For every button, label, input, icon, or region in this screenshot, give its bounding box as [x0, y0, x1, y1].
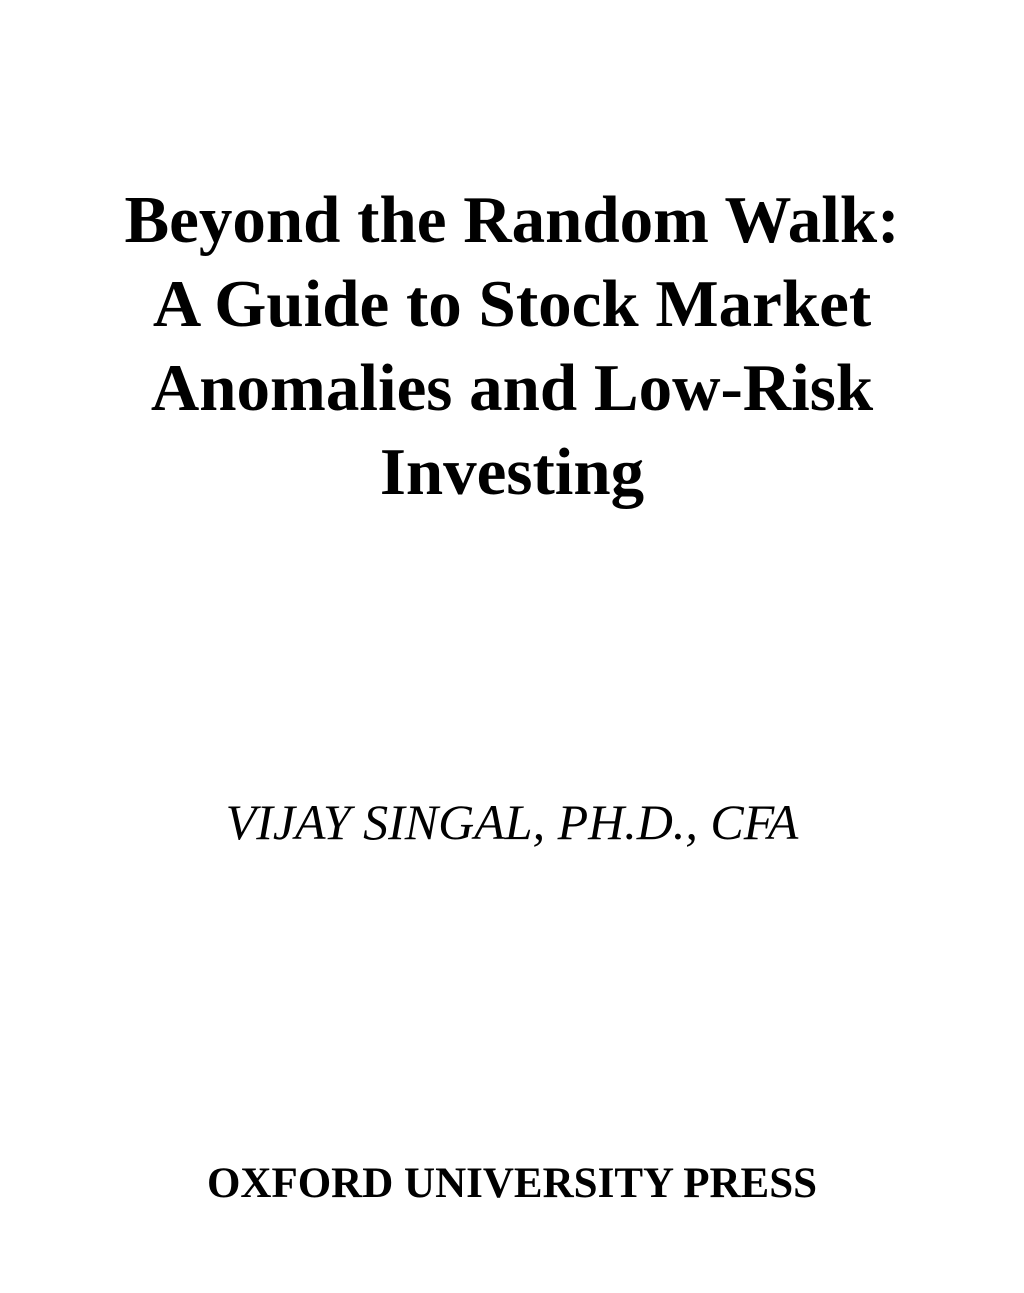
book-title-line: A Guide to Stock Market — [152, 267, 872, 341]
book-title-line: Beyond the Random Walk: — [124, 183, 900, 257]
book-title — [0, 178, 1024, 514]
author-name: VIJAY SINGAL, PH.D., CFA — [225, 794, 799, 850]
book-title-line: Anomalies and Low-Risk — [150, 351, 874, 425]
book-title-line: Investing — [379, 435, 645, 509]
publisher-name: OXFORD UNIVERSITY PRESS — [206, 1160, 818, 1207]
